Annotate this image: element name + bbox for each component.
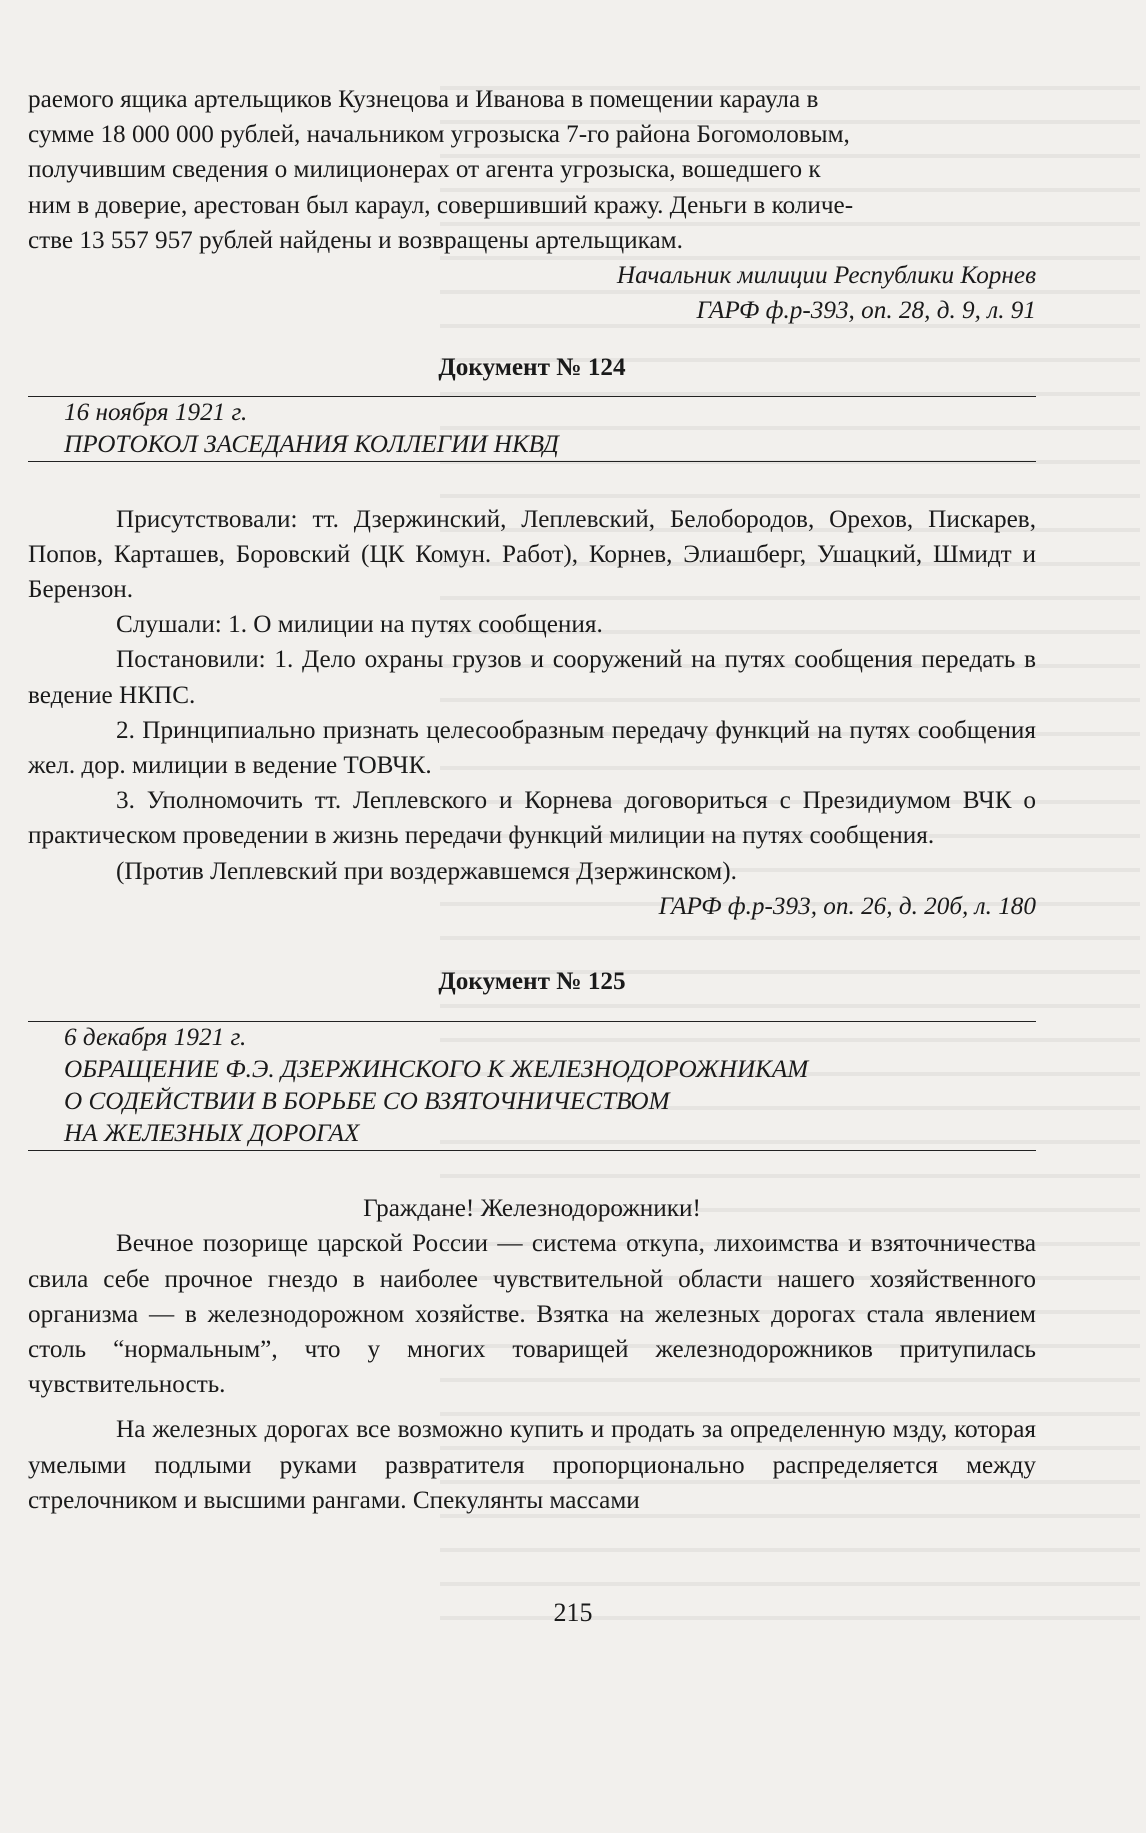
doc125-greeting: Граждане! Железнодорожники! xyxy=(363,1195,701,1223)
doc123-line-4: ним в доверие, арестован был караул, совершивший кражу. Деньги в количе- xyxy=(28,191,854,219)
doc125-paragraph-1: Вечное позорище царской России — система откупа, лихоимства и взяточничества свила себе прочное гнездо в наиболее чувствительной области нашего хозяйственного организма — в железнодорожном хозяйстве. Взятка на железных дорогах стала явлением столь “нормальным”, что у многих товарищей железнодорожников притупилась чувствительность. xyxy=(28,1230,1036,1399)
doc124-title: ПРОТОКОЛ ЗАСЕДАНИЯ КОЛЛЕГИИ НКВД xyxy=(64,430,559,458)
doc125-heading: Документ № 125 xyxy=(438,968,626,996)
doc125-header xyxy=(28,1022,1036,1150)
doc124-source: ГАРФ ф.р-393, оп. 26, д. 20б, л. 180 xyxy=(658,892,1036,920)
doc124-vote: (Против Леплевский при воздержавшемся Дзержинском). xyxy=(116,857,737,885)
doc125-title-line-2: О СОДЕЙСТВИИ В БОРЬБЕ СО ВЗЯТОЧНИЧЕСТВОМ xyxy=(64,1088,670,1116)
doc123-line-3: получившим сведения о милиционерах от агента угрозыска, вошедшего к xyxy=(28,156,821,184)
doc124-heard: Слушали: 1. О милиции на путях сообщения. xyxy=(116,611,603,639)
doc125-date: 6 декабря 1921 г. xyxy=(64,1024,247,1052)
doc124-present: Присутствовали: тт. Дзержинский, Леплевский, Белобородов, Орехов, Пискарев, Попов, Карташев, Боровский (ЦК Комун. Работ), Корнев, Элиашберг, Ушацкий, Шмидт и Берензон. xyxy=(28,505,1036,604)
doc123-signature: Начальник милиции Республики Корнев xyxy=(616,262,1036,290)
doc124-decided-1: Постановили: 1. Дело охраны грузов и сооружений на путях сообщения передать в ведение НКПС. xyxy=(28,646,1036,709)
doc123-line-1: раемого ящика артельщиков Кузнецова и Иванова в помещении караула в xyxy=(28,86,819,113)
doc124-date: 16 ноября 1921 г. xyxy=(64,398,248,426)
doc123-source: ГАРФ ф.р-393, оп. 28, д. 9, л. 91 xyxy=(696,297,1036,325)
doc125-paragraph-2: На железных дорогах все возможно купить и продать за определенную мзду, которая умелыми подлыми руками развратителя пропорционально распределяется между стрелочником и высшими рангами. Спекулянты массами xyxy=(28,1416,1036,1514)
doc124-decided-3: 3. Уполномочить тт. Леплевского и Корнева договориться с Президиумом ВЧК о практическом проведении в жизнь передачи функций милиции на путях сообщения. xyxy=(28,787,1036,850)
doc125-title-line-1: ОБРАЩЕНИЕ Ф.Э. ДЗЕРЖИНСКОГО К ЖЕЛЕЗНОДОРОЖНИКАМ xyxy=(64,1056,809,1084)
page-number: 215 xyxy=(553,1598,593,1627)
page-content xyxy=(28,82,1036,1518)
doc124-decided-2: 2. Принципиально признать целесообразным передачу функций на путях сообщения жел. дор. милиции в ведение ТОВЧК. xyxy=(28,716,1036,780)
doc123-line-2: сумме 18 000 000 рублей, начальником угрозыска 7-го района Богомоловым, xyxy=(28,121,850,149)
doc123-line-5: стве 13 557 957 рублей найдены и возвращены артельщикам. xyxy=(28,226,683,254)
doc124-heading: Документ № 124 xyxy=(438,354,626,382)
doc125-title-line-3: НА ЖЕЛЕЗНЫХ ДОРОГАХ xyxy=(64,1120,360,1148)
doc124-header xyxy=(28,397,1036,461)
